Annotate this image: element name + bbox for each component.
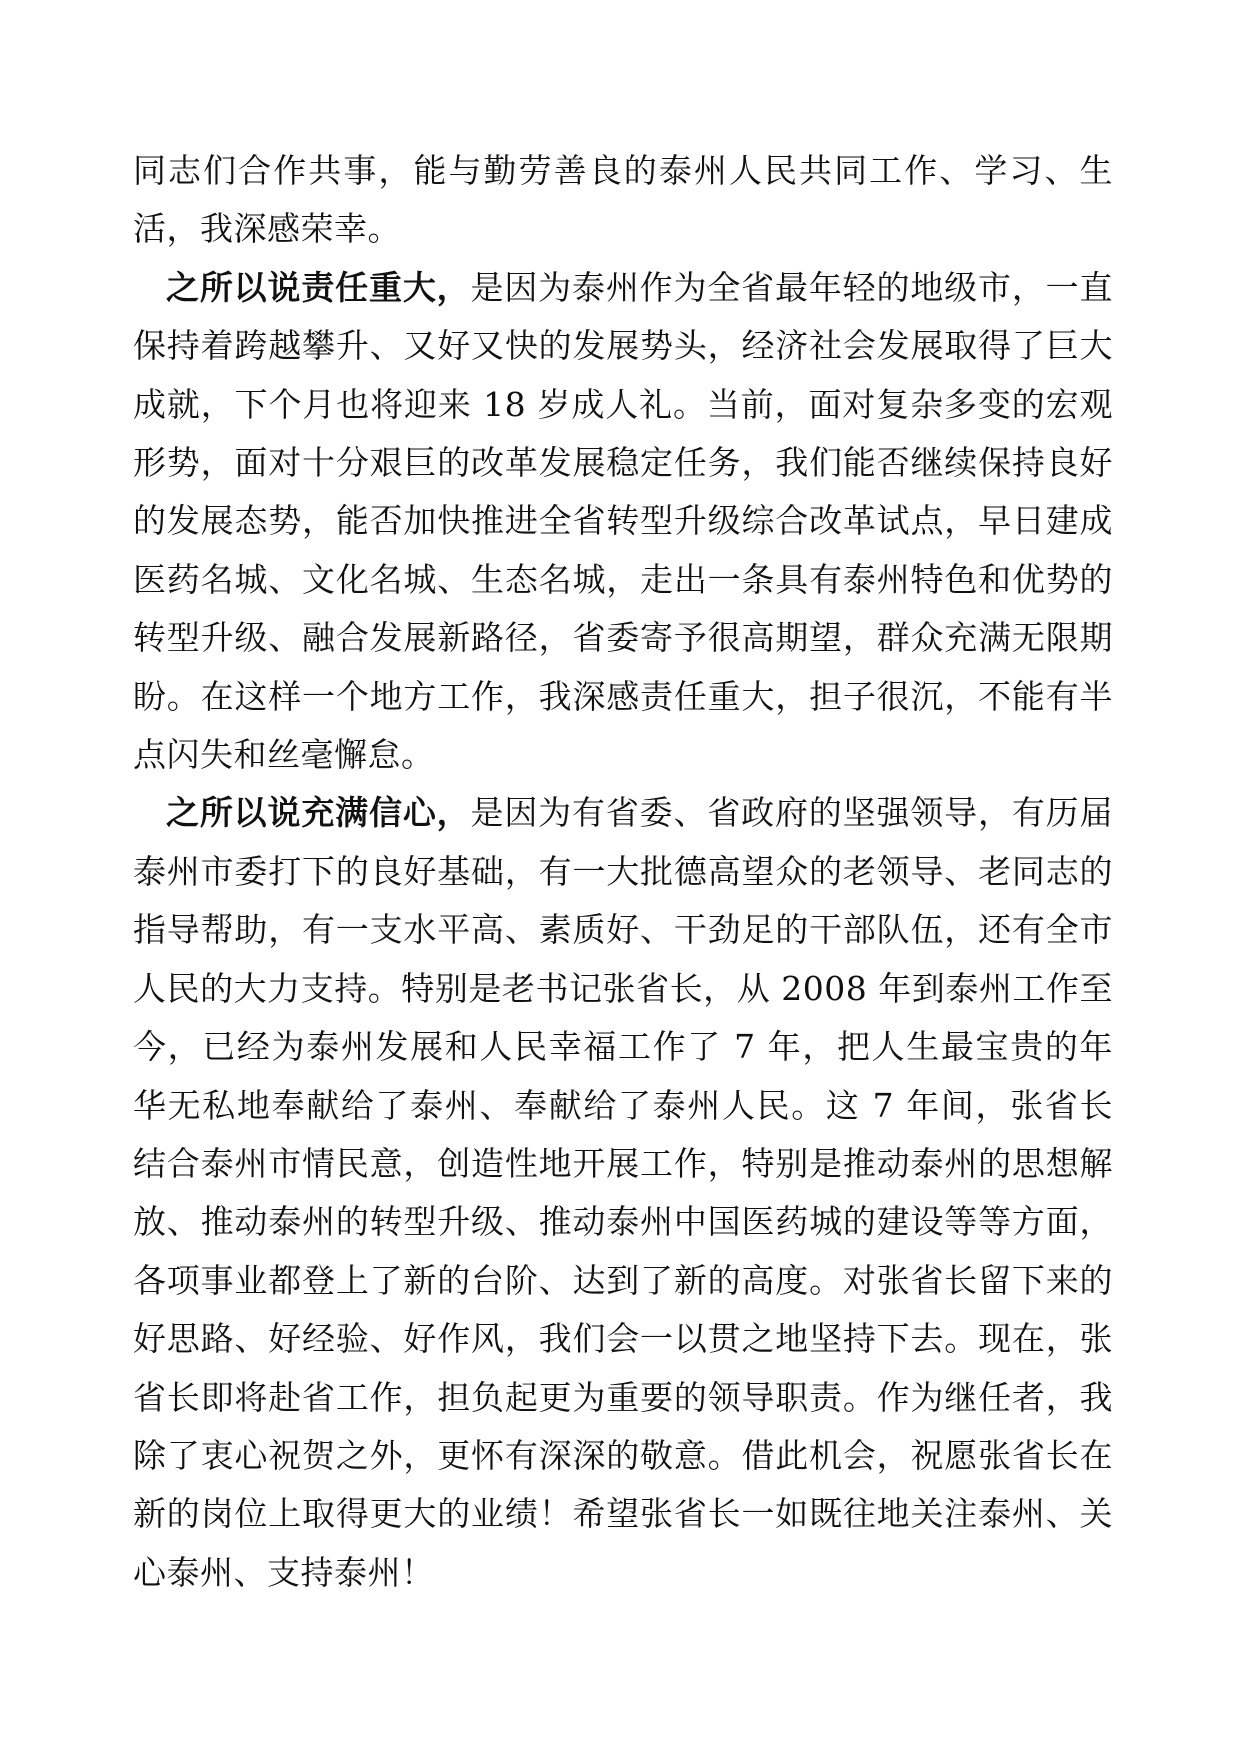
paragraph-lead-heading: 之所以说责任重大， (166, 267, 471, 307)
paragraph-continuation (133, 142, 1113, 259)
document-page (133, 142, 1113, 1602)
paragraph-confidence (133, 784, 1113, 1602)
paragraph-responsibility (133, 259, 1113, 785)
paragraph-lead-heading: 之所以说充满信心， (166, 793, 471, 833)
paragraph-text: 是因为有省委、省政府的坚强领导，有历届泰州市委打下的良好基础，有一大批德高望众的老领导、老同志的指导帮助，有一支水平高、素质好、干劲足的干部队伍，还有全市人民的大力支持。特别是老书记张省长，从 2008 年到泰州工作至今，已经为泰州发展和人民幸福工作了 7 年，把人生最宝贵的年华无私地奉献给了泰州、奉献给了泰州人民。这 7 年间，张省长结合泰州市情民意，创造性地开展工作，特别是推动泰州的思想解放、推动泰州的转型升级、推动泰州中国医药城的建设等等方面，各项事业都登上了新的台阶、达到了新的高度。对张省长留下来的好思路、好经验、好作风，我们会一以贯之地坚持下去。现在，张省长即将赴省工作，担负起更为重要的领导职责。作为继任者，我除了衷心祝贺之外，更怀有深深的敬意。借此机会，祝愿张省长在新的岗位上取得更大的业绩！希望张省长一如既往地关注泰州、关心泰州、支持泰州！ (133, 793, 1114, 1592)
paragraph-text: 同志们合作共事，能与勤劳善良的泰州人民共同工作、学习、生活，我深感荣幸。 (133, 151, 1113, 249)
paragraph-text: 是因为泰州作为全省最年轻的地级市，一直保持着跨越攀升、又好又快的发展势头，经济社会发展取得了巨大成就，下个月也将迎来 18 岁成人礼。当前，面对复杂多变的宏观形势，面对十分艰巨的改革发展稳定任务，我们能否继续保持良好的发展态势，能否加快推进全省转型升级综合改革试点，早日建成医药名城、文化名城、生态名城，走出一条具有泰州特色和优势的转型升级、融合发展新路径，省委寄予很高期望，群众充满无限期盼。在这样一个地方工作，我深感责任重大，担子很沉，不能有半点闪失和丝毫懈怠。 (133, 267, 1114, 775)
